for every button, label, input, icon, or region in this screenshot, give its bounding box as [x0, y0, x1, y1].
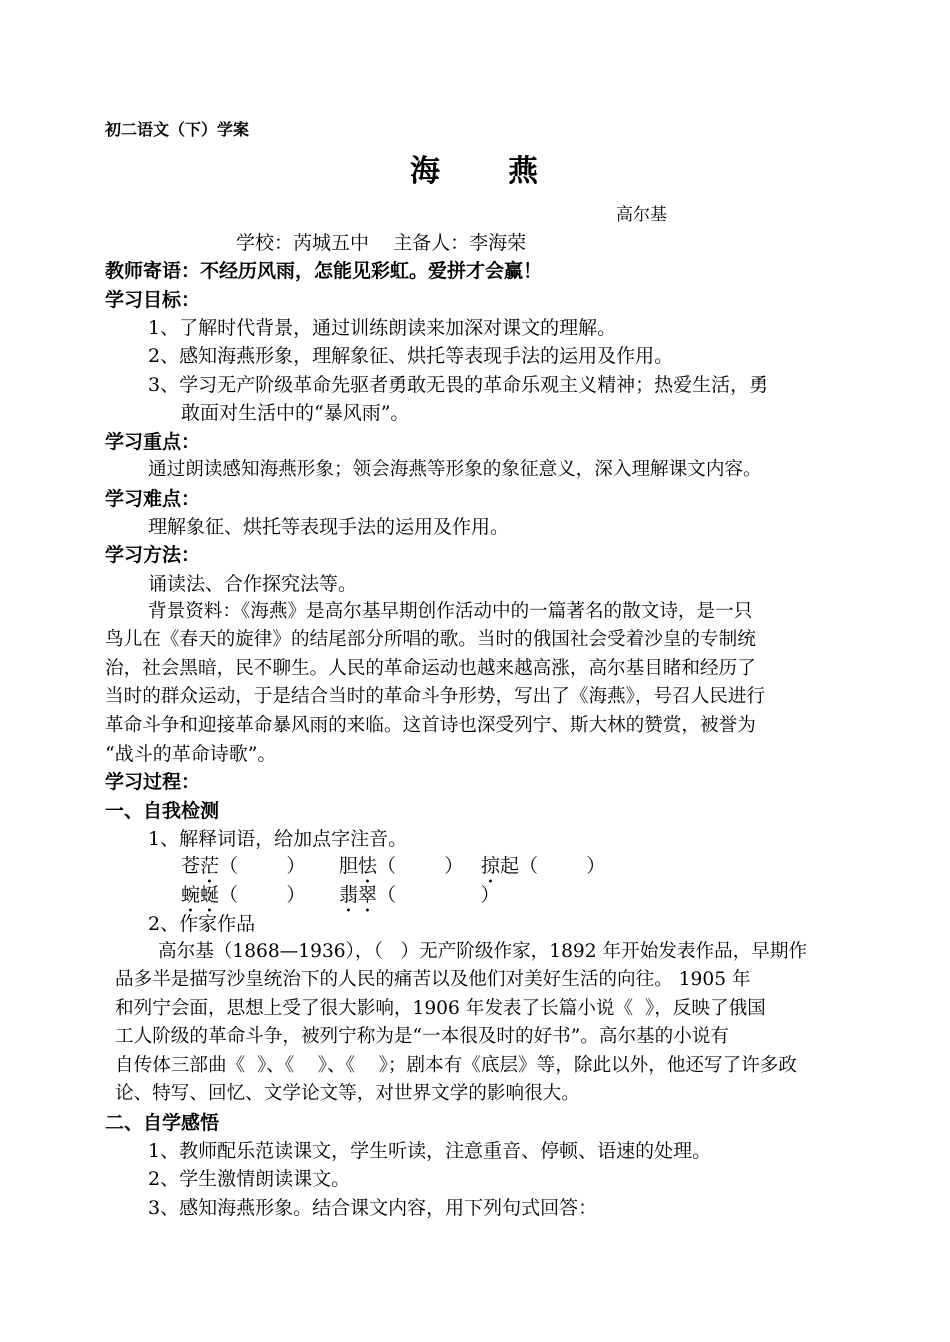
section-2-item-2: 2、学生激情朗读课文。	[148, 1168, 351, 1190]
difficulties-text: 理解象征、烘托等表现手法的运用及作用。	[148, 516, 510, 538]
vocab-blank: （ ）	[219, 884, 306, 906]
question-1: 1、解释词语，给加点字注音。	[148, 828, 408, 850]
document-header: 初二语文（下）学案	[105, 120, 250, 139]
section-2-heading: 二、自学感悟	[105, 1112, 220, 1134]
vocab-word-3	[481, 852, 605, 888]
question-2: 2、作家作品	[148, 913, 256, 935]
background-line-1: 背景资料：《海燕》是高尔基早期创作活动中的一篇著名的散文诗，是一只	[148, 601, 753, 622]
section-2-item-3: 3、感知海燕形象。结合课文内容，用下列句式回答：	[148, 1197, 598, 1219]
objective-item-2: 2、感知海燕形象，理解象征、烘托等表现手法的运用及作用。	[148, 345, 674, 367]
school-line: 学校：芮城五中 主备人：李海荣	[236, 232, 527, 254]
section-1-heading: 一、自我检测	[105, 800, 220, 822]
objectives-heading: 学习目标：	[105, 289, 201, 311]
title-char-1: 海	[410, 154, 440, 189]
author-para-line-3: 和列宁会面，思想上受了很大影响，1906 年发表了长篇小说《 》，反映了俄国	[115, 998, 766, 1019]
key-points-text: 通过朗读感知海燕形象；领会海燕等形象的象征意义，深入理解课文内容。	[148, 459, 762, 480]
author-para-line-6: 论、特写、回忆、文学论文等，对世界文学的影响很大。	[115, 1083, 580, 1104]
vocab-dotted-char: 蜿	[181, 884, 201, 906]
methods-heading: 学习方法：	[105, 544, 201, 566]
vocab-blank: （ ）	[519, 855, 606, 877]
difficulties-heading: 学习难点：	[105, 488, 201, 510]
objective-item-3-cont: 敢面对生活中的“暴风雨”。	[181, 402, 410, 424]
process-heading: 学习过程：	[105, 771, 201, 793]
author-para-line-1: 高尔基（1868—1936），（ ）无产阶级作家，1892 年开始发表作品，早期作	[158, 941, 808, 962]
vocab-dotted-char: 翠	[358, 884, 378, 906]
vocab-blank: （ ）	[377, 884, 500, 906]
vocab-word-5	[339, 881, 500, 917]
section-2-item-1: 1、教师配乐范读课文，学生听读，注意重音、停顿、语速的处理。	[148, 1140, 712, 1162]
author-name: 高尔基	[616, 205, 667, 225]
objective-item-1: 1、了解时代背景，通过训练朗读来加深对课文的理解。	[148, 317, 617, 339]
vocab-blank: （ ）	[219, 855, 306, 877]
background-line-5: 革命斗争和迎接革命暴风雨的来临。这首诗也深受列宁、斯大林的赞赏，被誉为	[105, 715, 756, 736]
key-points-heading: 学习重点：	[105, 431, 201, 453]
title-char-2: 燕	[508, 154, 538, 189]
methods-text: 诵读法、合作探究法等。	[148, 573, 358, 595]
vocab-dotted-char: 掠	[481, 855, 501, 877]
vocab-blank: （ ）	[377, 855, 464, 877]
vocab-char: 苍	[181, 855, 201, 877]
background-line-4: 当时的群众运动，于是结合当时的革命斗争形势，写出了《海燕》，号召人民进行	[105, 686, 766, 707]
vocab-dotted-char: 翡	[339, 884, 359, 906]
background-line-6: “战斗的革命诗歌”。	[105, 743, 277, 765]
author-para-line-2: 品多半是描写沙皇统治下的人民的痛苦以及他们对美好生活的向往。 1905 年	[115, 969, 751, 990]
vocab-dotted-char: 蜒	[200, 884, 220, 906]
vocab-dotted-char: 怯	[358, 855, 378, 877]
vocab-dotted-char: 茫	[200, 855, 220, 877]
background-line-2: 鸟儿在《春天的旋律》的结尾部分所唱的歌。当时的俄国社会受着沙皇的专制统	[105, 629, 756, 650]
author-para-line-5: 自传体三部曲《 》、《 》、《 》；剧本有《底层》等，除此以外，他还写了许多政	[115, 1055, 797, 1076]
author-para-line-4: 工人阶级的革命斗争，被列宁称为是“一本很及时的好书”。高尔基的小说有	[115, 1026, 730, 1047]
background-line-3: 治，社会黑暗，民不聊生。人民的革命运动也越来越高涨，高尔基目睹和经历了	[105, 658, 756, 679]
vocab-char: 起	[500, 855, 520, 877]
objective-item-3: 3、学习无产阶级革命先驱者勇敢无畏的革命乐观主义精神；热爱生活，勇	[148, 374, 769, 396]
vocab-char: 胆	[339, 855, 359, 877]
teacher-motto: 教师寄语：不经历风雨，怎能见彩虹。爱拼才会赢！	[105, 260, 543, 282]
